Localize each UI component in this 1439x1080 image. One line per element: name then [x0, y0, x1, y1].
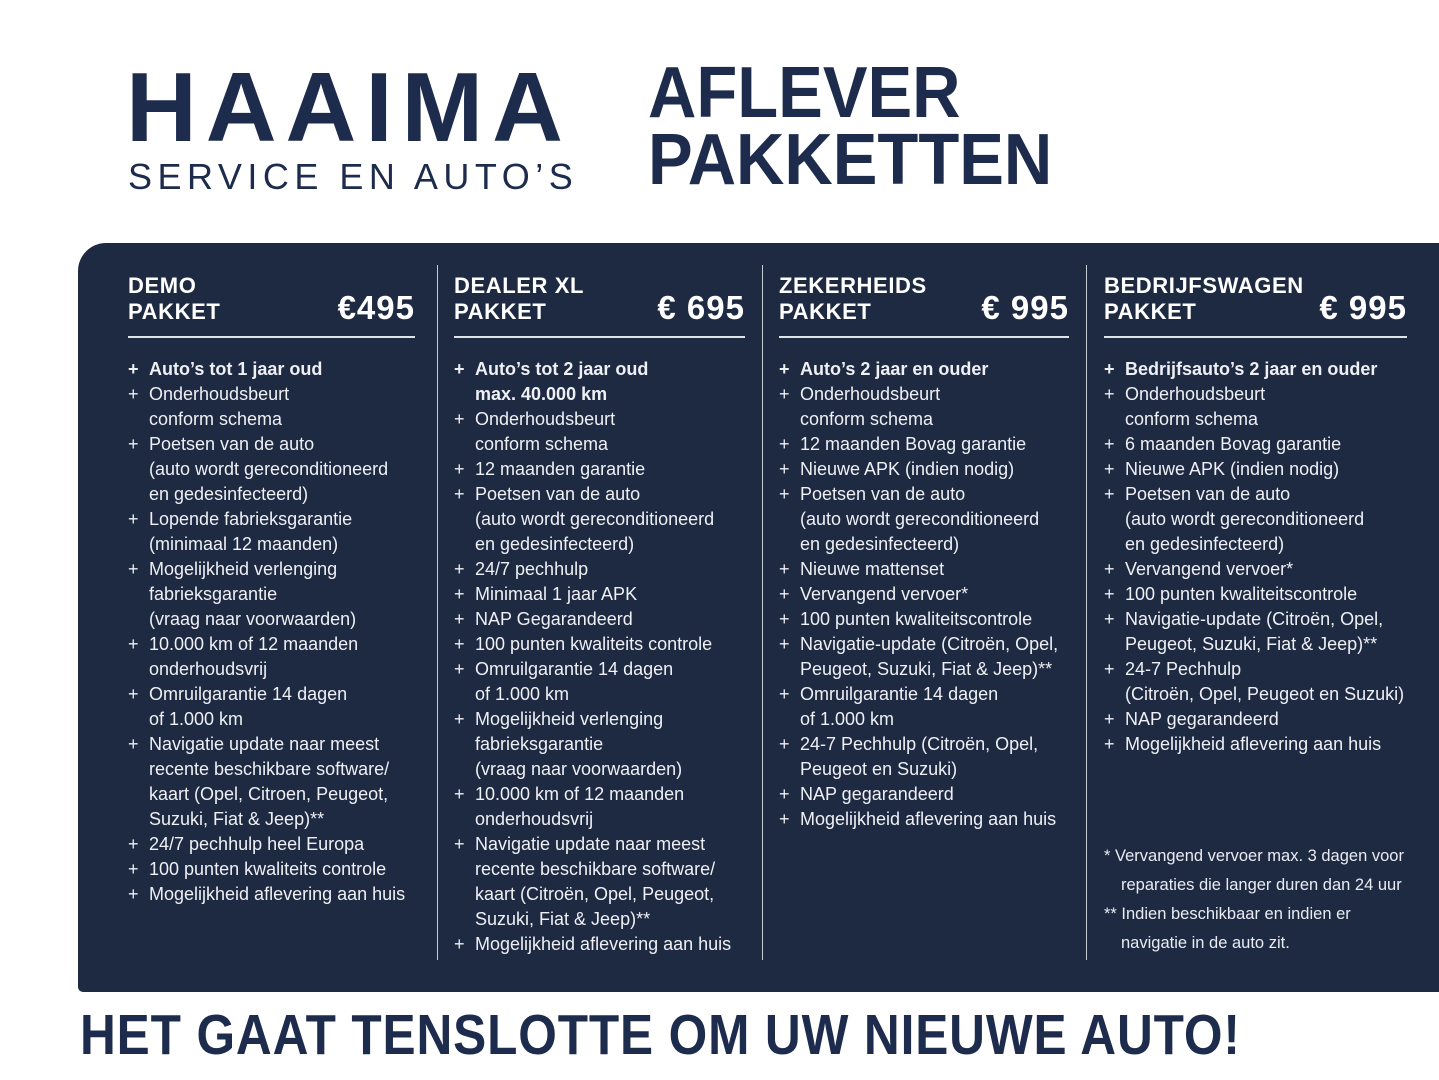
feature-text: [800, 482, 1039, 557]
feature-line: Navigatie-update (Citroën, Opel,: [1125, 609, 1384, 629]
feature-line: Bedrijfsauto’s 2 jaar en ouder: [1125, 359, 1378, 379]
feature-text: [475, 407, 615, 457]
heading-divider: [454, 336, 745, 338]
feature-text: [149, 632, 358, 682]
feature-text: [149, 857, 386, 882]
feature-text: [475, 582, 637, 607]
feature-line: Navigatie update naar meest: [149, 734, 380, 754]
plus-icon: +: [454, 934, 465, 954]
package-column: [78, 243, 437, 992]
feature-item: [779, 607, 1069, 632]
feature-line: Poetsen van de auto: [149, 434, 315, 454]
feature-item: [454, 782, 745, 832]
feature-line: 12 maanden garantie: [475, 459, 646, 479]
feature-text: [475, 357, 648, 407]
feature-item: [1104, 582, 1407, 607]
feature-line: Navigatie-update (Citroën, Opel,: [800, 634, 1059, 654]
feature-item: [1104, 357, 1407, 382]
feature-item: [454, 932, 745, 957]
feature-text: [475, 782, 684, 832]
package-name-line1: DEALER XL: [454, 273, 585, 298]
feature-item: [779, 807, 1069, 832]
package-name: [128, 273, 220, 325]
feature-item: [128, 432, 415, 507]
feature-line: (auto wordt gereconditioneerd: [1125, 509, 1365, 529]
plus-icon: +: [128, 684, 139, 704]
plus-icon: +: [454, 709, 465, 729]
feature-item: [1104, 457, 1407, 482]
feature-line: en gedesinfecteerd): [149, 484, 309, 504]
plus-icon: +: [779, 684, 790, 704]
feature-line: conform schema: [1125, 409, 1259, 429]
package-column: [438, 243, 762, 992]
package-name-line2: PAKKET: [1104, 299, 1197, 324]
feature-text: [149, 507, 352, 557]
feature-text: [475, 457, 645, 482]
feature-item: [779, 357, 1069, 382]
feature-item: [454, 707, 745, 782]
plus-icon: +: [128, 834, 139, 854]
plus-icon: +: [454, 609, 465, 629]
feature-line: fabrieksgarantie: [149, 584, 278, 604]
feature-text: [149, 357, 322, 382]
plus-icon: +: [128, 884, 139, 904]
feature-line: 10.000 km of 12 maanden: [149, 634, 359, 654]
feature-line: 24-7 Pechhulp: [1125, 659, 1242, 679]
heading-divider: [1104, 336, 1407, 338]
package-price: €495: [337, 289, 415, 326]
feature-line: en gedesinfecteerd): [800, 534, 960, 554]
feature-item: [779, 582, 1069, 607]
plus-icon: +: [779, 584, 790, 604]
plus-icon: +: [128, 434, 139, 454]
plus-icon: +: [779, 484, 790, 504]
feature-list: [454, 357, 745, 957]
feature-line: Lopende fabrieksgarantie: [149, 509, 353, 529]
package-name: [1104, 273, 1304, 325]
feature-line: Mogelijkheid aflevering aan huis: [149, 884, 406, 904]
package-price: € 995: [1319, 289, 1407, 326]
feature-text: [149, 557, 356, 632]
feature-item: [779, 482, 1069, 557]
feature-line: Peugeot, Suzuki, Fiat & Jeep)**: [800, 659, 1053, 679]
feature-line: 100 punten kwaliteitscontrole: [1125, 584, 1358, 604]
feature-item: [1104, 657, 1407, 707]
feature-line: Poetsen van de auto: [475, 484, 641, 504]
feature-line: NAP gegarandeerd: [1125, 709, 1279, 729]
feature-line: Suzuki, Fiat & Jeep)**: [149, 809, 325, 829]
feature-line: Peugeot, Suzuki, Fiat & Jeep)**: [1125, 634, 1378, 654]
package-header: [454, 273, 745, 325]
package-price: € 995: [981, 289, 1069, 326]
plus-icon: +: [1104, 384, 1115, 404]
feature-line: 100 punten kwaliteits controle: [149, 859, 387, 879]
feature-text: [1125, 557, 1293, 582]
feature-item: [454, 832, 745, 932]
feature-line: onderhoudsvrij: [475, 809, 594, 829]
feature-line: Omruilgarantie 14 dagen: [475, 659, 674, 679]
feature-item: [779, 382, 1069, 432]
package-header: [779, 273, 1069, 325]
plus-icon: +: [454, 559, 465, 579]
plus-icon: +: [128, 509, 139, 529]
brand-tagline: SERVICE EN AUTO’S: [128, 156, 579, 197]
feature-item: [454, 407, 745, 457]
page-title-line1: AFLEVER: [648, 53, 961, 133]
feature-line: 10.000 km of 12 maanden: [475, 784, 685, 804]
feature-item: [1104, 607, 1407, 657]
feature-line: recente beschikbare software/: [475, 859, 716, 879]
feature-text: [1125, 732, 1381, 757]
feature-item: [128, 557, 415, 632]
feature-text: [475, 482, 714, 557]
feature-line: NAP gegarandeerd: [800, 784, 954, 804]
feature-text: [1125, 382, 1265, 432]
plus-icon: +: [454, 834, 465, 854]
footnote-line: * Vervangend vervoer max. 3 dagen voor: [1104, 847, 1404, 865]
feature-text: [800, 357, 988, 382]
feature-item: [1104, 482, 1407, 557]
feature-line: of 1.000 km: [475, 684, 570, 704]
feature-text: [475, 932, 731, 957]
package-header: [1104, 273, 1407, 325]
feature-line: Onderhoudsbeurt: [475, 409, 616, 429]
plus-icon: +: [779, 359, 790, 379]
feature-text: [1125, 582, 1357, 607]
feature-item: [128, 832, 415, 857]
feature-item: [779, 782, 1069, 807]
feature-item: [128, 382, 415, 432]
feature-item: [454, 482, 745, 557]
feature-text: [149, 432, 388, 507]
plus-icon: +: [1104, 609, 1115, 629]
plus-icon: +: [779, 809, 790, 829]
feature-text: [800, 632, 1058, 682]
feature-text: [1125, 432, 1341, 457]
feature-text: [800, 382, 940, 432]
feature-line: of 1.000 km: [149, 709, 244, 729]
feature-text: [1125, 482, 1364, 557]
feature-line: Auto’s tot 2 jaar oud: [475, 359, 649, 379]
feature-text: [149, 732, 389, 832]
feature-line: conform schema: [149, 409, 283, 429]
feature-line: Mogelijkheid aflevering aan huis: [1125, 734, 1382, 754]
package-name-line2: PAKKET: [128, 299, 221, 324]
feature-line: 24/7 pechhulp heel Europa: [149, 834, 365, 854]
feature-item: [454, 357, 745, 407]
footnotes: [1104, 842, 1411, 958]
feature-line: (vraag naar voorwaarden): [149, 609, 357, 629]
page-title: [648, 53, 1053, 200]
package-price: € 695: [657, 289, 745, 326]
feature-line: Onderhoudsbeurt: [149, 384, 290, 404]
feature-text: [800, 682, 998, 732]
feature-line: Onderhoudsbeurt: [800, 384, 941, 404]
footer-slogan: HET GAAT TENSLOTTE OM UW NIEUWE AUTO!: [80, 1003, 1241, 1067]
feature-text: [800, 782, 954, 807]
feature-text: [1125, 357, 1377, 382]
feature-line: 6 maanden Bovag garantie: [1125, 434, 1342, 454]
feature-item: [779, 457, 1069, 482]
brand-logo: HAAIMA: [126, 52, 572, 162]
heading-divider: [779, 336, 1069, 338]
feature-line: max. 40.000 km: [475, 384, 608, 404]
plus-icon: +: [1104, 659, 1115, 679]
feature-line: conform schema: [475, 434, 609, 454]
feature-line: 100 punten kwaliteitscontrole: [800, 609, 1033, 629]
feature-line: Vervangend vervoer*: [800, 584, 969, 604]
feature-item: [454, 582, 745, 607]
feature-line: (Citroën, Opel, Peugeot en Suzuki): [1125, 684, 1405, 704]
feature-line: 24/7 pechhulp: [475, 559, 589, 579]
package-name: [454, 273, 584, 325]
feature-line: fabrieksgarantie: [475, 734, 604, 754]
feature-item: [128, 682, 415, 732]
feature-line: (auto wordt gereconditioneerd: [800, 509, 1040, 529]
feature-text: [800, 557, 944, 582]
feature-line: 12 maanden Bovag garantie: [800, 434, 1027, 454]
feature-list: [779, 357, 1069, 832]
feature-item: [779, 682, 1069, 732]
package-name-line1: ZEKERHEIDS: [779, 273, 927, 298]
plus-icon: +: [779, 734, 790, 754]
plus-icon: +: [1104, 434, 1115, 454]
plus-icon: +: [454, 484, 465, 504]
feature-item: [454, 607, 745, 632]
feature-line: Peugeot en Suzuki): [800, 759, 958, 779]
feature-line: Nieuwe APK (indien nodig): [1125, 459, 1340, 479]
plus-icon: +: [779, 609, 790, 629]
feature-item: [779, 557, 1069, 582]
package-name-line2: PAKKET: [779, 299, 872, 324]
feature-line: conform schema: [800, 409, 934, 429]
plus-icon: +: [128, 634, 139, 654]
feature-line: Minimaal 1 jaar APK: [475, 584, 638, 604]
footnote-continuation-line: reparaties die langer duren dan 24 uur: [1121, 876, 1402, 894]
feature-text: [800, 432, 1026, 457]
feature-line: of 1.000 km: [800, 709, 895, 729]
feature-line: (auto wordt gereconditioneerd: [475, 509, 715, 529]
feature-item: [128, 632, 415, 682]
feature-text: [475, 707, 682, 782]
plus-icon: +: [1104, 359, 1115, 379]
feature-text: [1125, 607, 1383, 657]
plus-icon: +: [779, 434, 790, 454]
feature-line: kaart (Citroën, Opel, Peugeot,: [475, 884, 715, 904]
feature-item: [128, 732, 415, 832]
plus-icon: +: [779, 384, 790, 404]
plus-icon: +: [454, 359, 465, 379]
package-column: [763, 243, 1086, 992]
plus-icon: +: [1104, 484, 1115, 504]
feature-item: [454, 457, 745, 482]
feature-line: Mogelijkheid aflevering aan huis: [475, 934, 732, 954]
feature-text: [149, 382, 289, 432]
feature-line: (vraag naar voorwaarden): [475, 759, 683, 779]
feature-item: [454, 657, 745, 707]
feature-item: [128, 857, 415, 882]
package-name-line1: DEMO: [128, 273, 197, 298]
feature-text: [1125, 657, 1404, 707]
page-title-line2: PAKKETTEN: [648, 120, 1053, 200]
feature-item: [1104, 432, 1407, 457]
plus-icon: +: [779, 634, 790, 654]
plus-icon: +: [454, 784, 465, 804]
feature-line: Poetsen van de auto: [800, 484, 966, 504]
feature-line: Auto’s tot 1 jaar oud: [149, 359, 323, 379]
feature-text: [1125, 707, 1279, 732]
feature-line: (auto wordt gereconditioneerd: [149, 459, 389, 479]
package-name: [779, 273, 927, 325]
feature-list: [1104, 357, 1407, 757]
plus-icon: +: [128, 384, 139, 404]
plus-icon: +: [128, 359, 139, 379]
feature-item: [454, 632, 745, 657]
plus-icon: +: [1104, 709, 1115, 729]
feature-line: Onderhoudsbeurt: [1125, 384, 1266, 404]
plus-icon: +: [779, 459, 790, 479]
feature-text: [149, 832, 364, 857]
feature-line: kaart (Opel, Citroen, Peugeot,: [149, 784, 389, 804]
feature-text: [475, 607, 633, 632]
plus-icon: +: [454, 584, 465, 604]
feature-line: (minimaal 12 maanden): [149, 534, 339, 554]
feature-text: [1125, 457, 1339, 482]
plus-icon: +: [128, 859, 139, 879]
feature-list: [128, 357, 415, 907]
feature-line: Vervangend vervoer*: [1125, 559, 1294, 579]
feature-item: [1104, 557, 1407, 582]
feature-line: Suzuki, Fiat & Jeep)**: [475, 909, 651, 929]
package-name-line1: BEDRIJFSWAGEN: [1104, 273, 1304, 298]
feature-line: Nieuwe mattenset: [800, 559, 945, 579]
feature-text: [475, 832, 715, 932]
feature-item: [128, 507, 415, 557]
plus-icon: +: [1104, 584, 1115, 604]
plus-icon: +: [454, 659, 465, 679]
feature-item: [128, 357, 415, 382]
feature-line: en gedesinfecteerd): [475, 534, 635, 554]
feature-text: [149, 682, 347, 732]
feature-text: [800, 732, 1038, 782]
feature-item: [128, 882, 415, 907]
feature-line: Navigatie update naar meest: [475, 834, 706, 854]
plus-icon: +: [1104, 459, 1115, 479]
feature-line: 24-7 Pechhulp (Citroën, Opel,: [800, 734, 1039, 754]
plus-icon: +: [128, 559, 139, 579]
feature-line: en gedesinfecteerd): [1125, 534, 1285, 554]
package-column: [1087, 243, 1439, 992]
feature-line: recente beschikbare software/: [149, 759, 390, 779]
feature-line: Nieuwe APK (indien nodig): [800, 459, 1015, 479]
feature-line: Omruilgarantie 14 dagen: [800, 684, 999, 704]
footnote-line: ** Indien beschikbaar en indien er: [1104, 905, 1351, 923]
plus-icon: +: [454, 409, 465, 429]
feature-item: [1104, 707, 1407, 732]
feature-text: [475, 657, 673, 707]
feature-text: [800, 582, 968, 607]
plus-icon: +: [779, 559, 790, 579]
feature-item: [779, 432, 1069, 457]
feature-line: Omruilgarantie 14 dagen: [149, 684, 348, 704]
plus-icon: +: [454, 634, 465, 654]
feature-line: onderhoudsvrij: [149, 659, 268, 679]
feature-line: Auto’s 2 jaar en ouder: [800, 359, 989, 379]
packages-panel: [78, 243, 1439, 992]
feature-text: [149, 882, 405, 907]
feature-text: [800, 807, 1056, 832]
plus-icon: +: [128, 734, 139, 754]
feature-text: [475, 632, 712, 657]
feature-item: [1104, 732, 1407, 757]
feature-line: Mogelijkheid verlenging: [149, 559, 338, 579]
heading-divider: [128, 336, 415, 338]
feature-line: Poetsen van de auto: [1125, 484, 1291, 504]
feature-text: [475, 557, 588, 582]
feature-item: [454, 557, 745, 582]
feature-item: [1104, 382, 1407, 432]
feature-text: [800, 457, 1014, 482]
footnote-continuation-line: navigatie in de auto zit.: [1121, 934, 1290, 952]
plus-icon: +: [454, 459, 465, 479]
package-name-line2: PAKKET: [454, 299, 547, 324]
feature-item: [779, 632, 1069, 682]
plus-icon: +: [1104, 559, 1115, 579]
feature-line: Mogelijkheid aflevering aan huis: [800, 809, 1057, 829]
feature-line: 100 punten kwaliteits controle: [475, 634, 713, 654]
feature-line: Mogelijkheid verlenging: [475, 709, 664, 729]
feature-item: [779, 732, 1069, 782]
plus-icon: +: [1104, 734, 1115, 754]
plus-icon: +: [779, 784, 790, 804]
feature-text: [800, 607, 1032, 632]
package-header: [128, 273, 415, 325]
feature-line: NAP Gegarandeerd: [475, 609, 633, 629]
